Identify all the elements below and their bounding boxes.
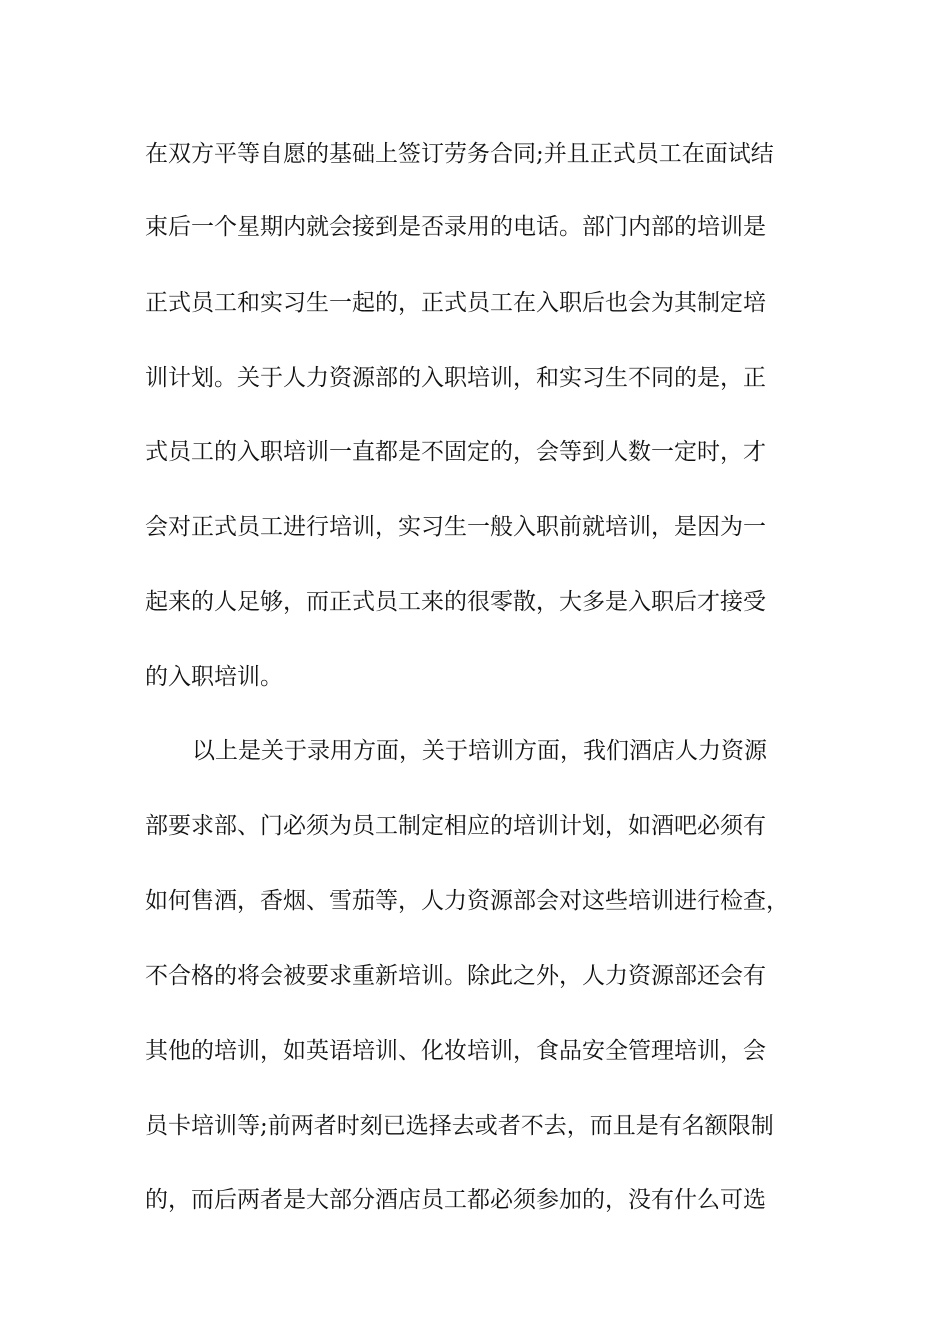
text-line: 的入职培训。 (145, 664, 283, 690)
text-line: 式员工的入职培训一直都是不固定的，会等到人数一定时，才 (145, 439, 766, 465)
text-line: 正式员工和实习生一起的，正式员工在入职后也会为其制定培 (145, 290, 766, 316)
text-line: 会对正式员工进行培训，实习生一般入职前就培训，是因为一 (145, 514, 766, 540)
text-line: 在双方平等自愿的基础上签订劳务合同;并且正式员工在面试结 (145, 141, 774, 167)
text-line: 如何售酒，香烟、雪茄等，人力资源部会对这些培训进行检查， (145, 888, 789, 914)
text-line: 其他的培训，如英语培训、化妆培训，食品安全管理培训，会 (145, 1038, 766, 1064)
paragraph-first-line: 以上是关于录用方面，关于培训方面，我们酒店人力资源 (192, 738, 767, 764)
text-line: 部要求部、门必须为员工制定相应的培训计划，如酒吧必须有 (145, 813, 766, 839)
text-line: 束后一个星期内就会接到是否录用的电话。部门内部的培训是 (145, 214, 766, 240)
text-line: 起来的人足够，而正式员工来的很零散，大多是入职后才接受 (145, 589, 766, 615)
text-line: 员卡培训等;前两者时刻已选择去或者不去，而且是有名额限制 (145, 1113, 774, 1139)
text-line: 的，而后两者是大部分酒店员工都必须参加的，没有什么可选 (145, 1187, 766, 1213)
text-line: 不合格的将会被要求重新培训。除此之外，人力资源部还会有 (145, 963, 766, 989)
text-line: 训计划。关于人力资源部的入职培训，和实习生不同的是，正 (145, 365, 766, 391)
